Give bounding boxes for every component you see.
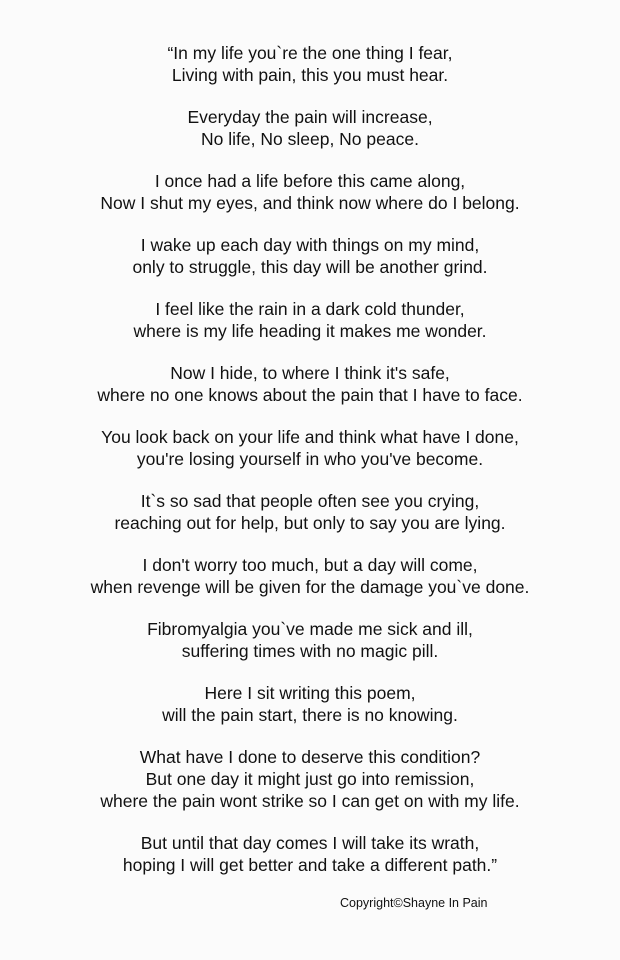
poem-line: Fibromyalgia you`ve made me sick and ill, bbox=[147, 619, 473, 639]
stanza bbox=[0, 42, 620, 86]
stanza bbox=[0, 746, 620, 812]
stanza bbox=[0, 106, 620, 150]
copyright-notice: Copyright©Shayne In Pain bbox=[340, 896, 488, 910]
stanza bbox=[0, 832, 620, 876]
poem-line: where is my life heading it makes me wonder. bbox=[133, 321, 487, 341]
poem-line: Here I sit writing this poem, bbox=[204, 683, 416, 703]
poem-body bbox=[0, 42, 620, 896]
poem-line: You look back on your life and think what have I done, bbox=[101, 427, 519, 447]
poem-line: where the pain wont strike so I can get on with my life. bbox=[100, 791, 520, 811]
poem-line: I wake up each day with things on my mind, bbox=[140, 235, 480, 255]
poem-line: hoping I will get better and take a different path.” bbox=[122, 855, 498, 875]
poem-line: But one day it might just go into remission, bbox=[145, 769, 475, 789]
poem-line: Now I hide, to where I think it's safe, bbox=[170, 363, 450, 383]
poem-line: where no one knows about the pain that I have to face. bbox=[97, 385, 523, 405]
poem-line: you're losing yourself in who you've become. bbox=[136, 449, 484, 469]
poem-line: I once had a life before this came along, bbox=[154, 171, 466, 191]
stanza bbox=[0, 426, 620, 470]
stanza bbox=[0, 362, 620, 406]
poem-line: suffering times with no magic pill. bbox=[181, 641, 439, 661]
poem-line: “In my life you`re the one thing I fear, bbox=[167, 43, 453, 63]
stanza bbox=[0, 170, 620, 214]
poem-line: No life, No sleep, No peace. bbox=[201, 129, 419, 149]
poem-line: I don't worry too much, but a day will come, bbox=[142, 555, 478, 575]
poem-line: will the pain start, there is no knowing. bbox=[162, 705, 458, 725]
poem-line: Living with pain, this you must hear. bbox=[171, 65, 449, 85]
poem-line: What have I done to deserve this condition? bbox=[139, 747, 481, 767]
stanza bbox=[0, 490, 620, 534]
stanza bbox=[0, 618, 620, 662]
stanza bbox=[0, 554, 620, 598]
poem-line: reaching out for help, but only to say you are lying. bbox=[114, 513, 506, 533]
poem-line: I feel like the rain in a dark cold thunder, bbox=[155, 299, 465, 319]
poem-line: Now I shut my eyes, and think now where do I belong. bbox=[100, 193, 520, 213]
poem-line: only to struggle, this day will be another grind. bbox=[132, 257, 488, 277]
stanza bbox=[0, 234, 620, 278]
poem-line: But until that day comes I will take its wrath, bbox=[140, 833, 480, 853]
poem-line: It`s so sad that people often see you crying, bbox=[140, 491, 480, 511]
stanza bbox=[0, 298, 620, 342]
poem-line: Everyday the pain will increase, bbox=[187, 107, 433, 127]
poem-line: when revenge will be given for the damage you`ve done. bbox=[90, 577, 530, 597]
stanza bbox=[0, 682, 620, 726]
